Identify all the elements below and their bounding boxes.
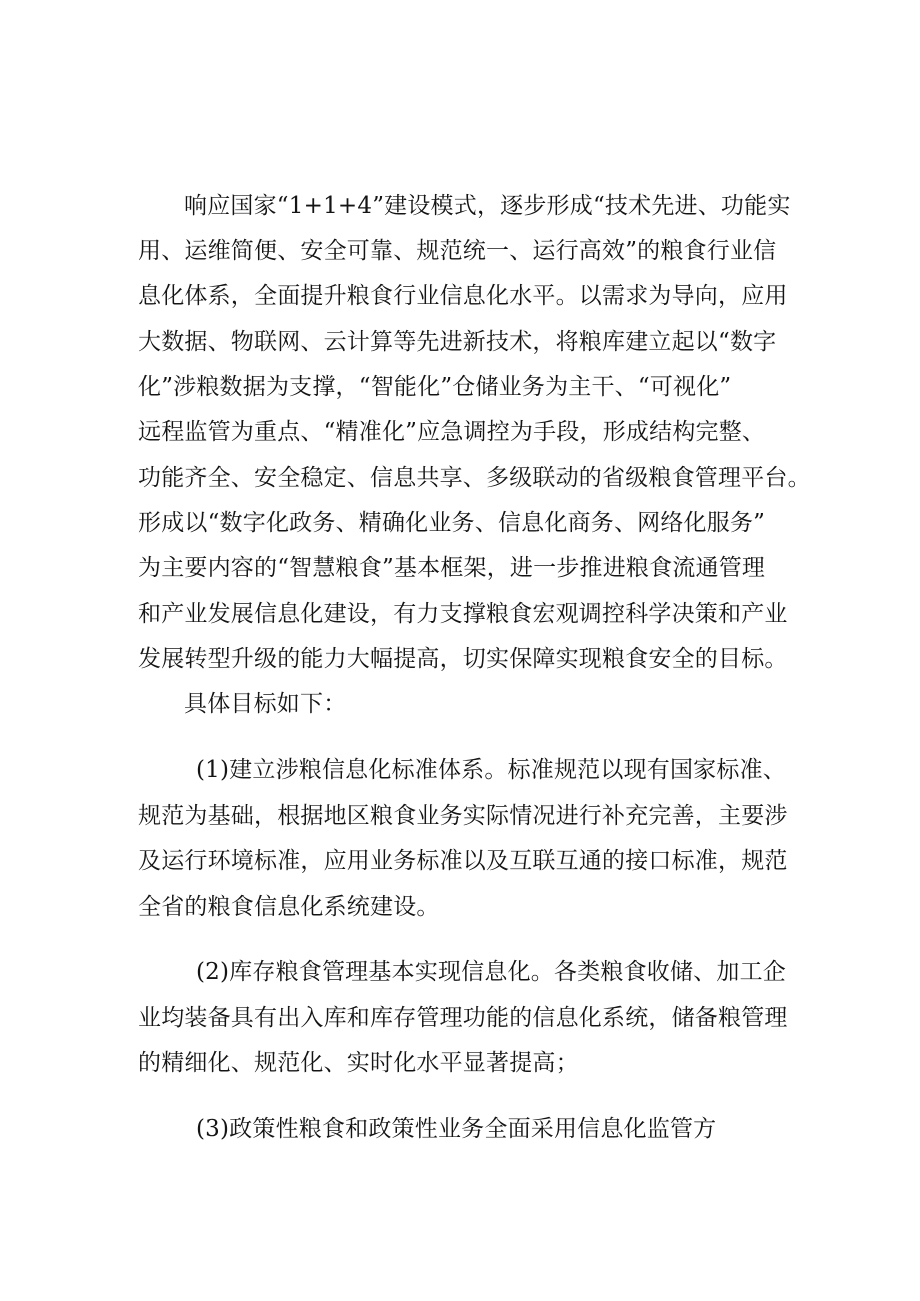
paragraph-1-line: 远程监管为重点、“精准化”应急调控为手段，形成结构完整、 [138, 419, 766, 445]
paragraph-1-line: 发展转型升级的能力大幅提高，切实保障实现粮食安全的目标。 [138, 646, 788, 672]
item-2-line: (2)库存粮食管理基本实现信息化。各类粮食收储、加工企 [196, 959, 786, 985]
paragraph-1-line: 和产业发展信息化建设，有力支撑粮食宏观调控科学决策和产业 [138, 601, 788, 627]
paragraph-1-line: 响应国家“1+1+4”建设模式，逐步形成“技术先进、功能实 [184, 193, 791, 219]
paragraph-1-line: 用、运维简便、安全可靠、规范统一、运行高效”的粮食行业信 [138, 238, 777, 264]
item-2-line: 的精细化、规范化、实时化水平显著提高； [138, 1050, 579, 1076]
paragraph-1-line: 为主要内容的“智慧粮食”基本框架，进一步推进粮食流通管理 [138, 555, 766, 581]
paragraph-1-line: 形成以“数字化政务、精确化业务、信息化商务、网络化服务” [138, 510, 766, 536]
item-1-line: 全省的粮食信息化系统建设。 [138, 894, 440, 920]
item-2-line: 业均装备具有出入库和库存管理功能的信息化系统，储备粮管理 [138, 1005, 788, 1031]
item-3-line: (3)政策性粮食和政策性业务全面采用信息化监管方 [196, 1116, 717, 1142]
paragraph-1-line: 化”涉粮数据为支撑，“智能化”仓储业务为主干、“可视化” [138, 374, 732, 400]
item-1-line: (1)建立涉粮信息化标准体系。标准规范以现有国家标准、 [196, 757, 786, 783]
paragraph-1-line: 息化体系，全面提升粮食行业信息化水平。以需求为导向，应用 [138, 283, 788, 309]
item-1-line: 规范为基础，根据地区粮食业务实际情况进行补充完善，主要涉 [138, 803, 788, 829]
intro-line: 具体目标如下： [184, 691, 347, 717]
item-1-line: 及运行环境标准，应用业务标准以及互联互通的接口标准，规范 [138, 848, 788, 874]
paragraph-1-line: 功能齐全、安全稳定、信息共享、多级联动的省级粮食管理平台。 [138, 465, 811, 491]
paragraph-1-line: 大数据、物联网、云计算等先进新技术，将粮库建立起以“数字 [138, 329, 777, 355]
